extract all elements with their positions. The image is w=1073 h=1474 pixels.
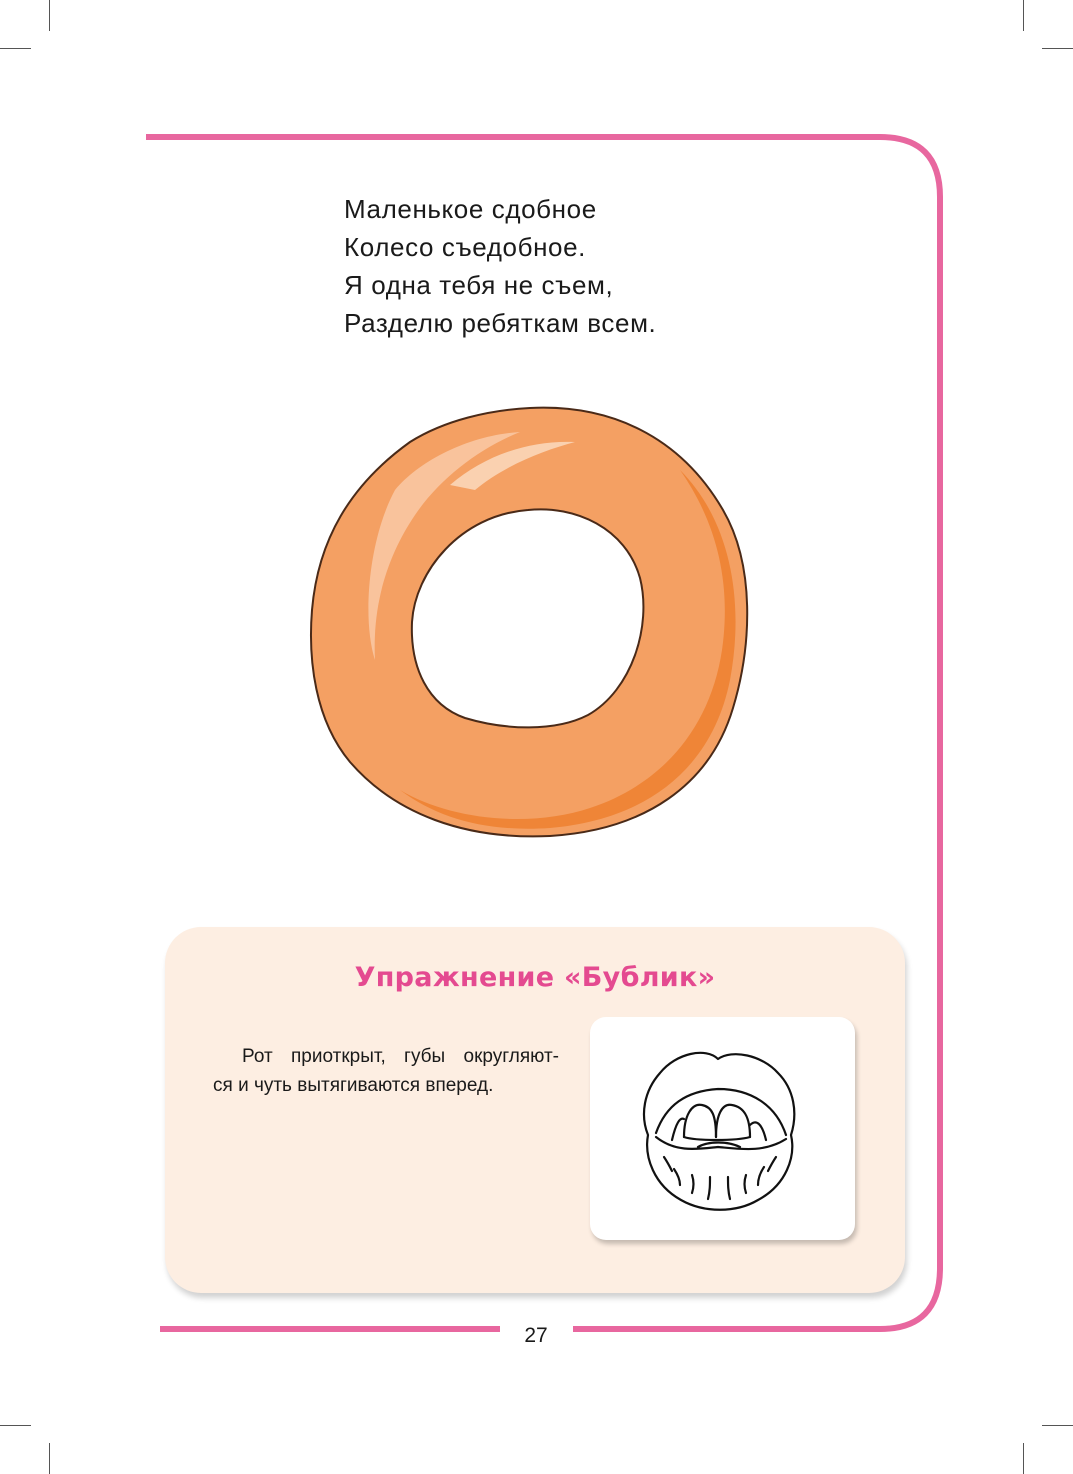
exercise-text-line: Рот приоткрыт, губы округляют- <box>242 1046 559 1067</box>
poem-line: Маленькое сдобное <box>344 194 597 224</box>
exercise-title: Упражнение «Бублик» <box>354 962 716 993</box>
poem <box>344 190 656 342</box>
poem-line: Я одна тебя не съем, <box>344 270 614 300</box>
exercise-text-line: ся и чуть вытягиваются вперед. <box>213 1075 494 1096</box>
poem-line: Колесо съедобное. <box>344 232 587 262</box>
rounded-lips-illustration <box>636 1045 806 1215</box>
bagel-illustration <box>300 390 770 860</box>
page-number: 27 <box>524 1324 548 1347</box>
poem-line: Разделю ребяткам всем. <box>344 308 657 338</box>
exercise-description <box>213 1042 559 1100</box>
lips-illustration-frame <box>590 1017 855 1240</box>
exercise-card <box>165 927 905 1293</box>
